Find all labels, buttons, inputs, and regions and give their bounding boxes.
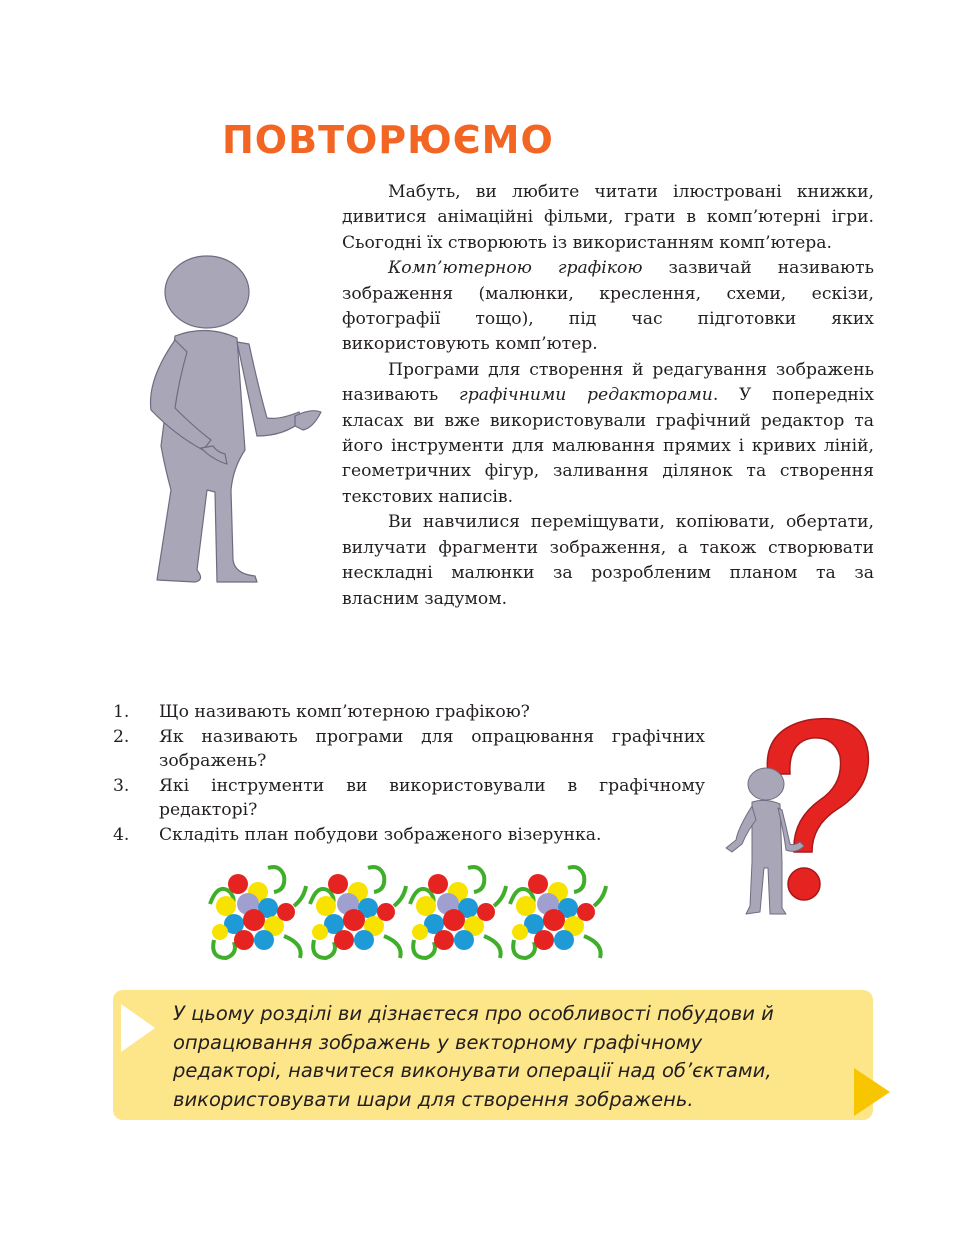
question-text: Як називають програми для опрацювання графічних зображень? — [159, 726, 705, 771]
questions-list — [113, 700, 705, 847]
term-computer-graphics: Комп’ютерною графікою — [388, 258, 643, 279]
arrow-right-icon — [854, 1068, 890, 1116]
term-graphic-editors: графічними редакторами — [459, 385, 713, 406]
question-mark-figure-illustration — [716, 712, 876, 920]
intro-paragraph-2-rest: зазвичай називають зображення (малюнки, креслення, схеми, ескізи, фотографії тощо), під час підготовки яких використовують комп’ютер. — [342, 258, 874, 355]
intro-paragraph-4: Ви навчилися переміщувати, копіювати, обертати, вилучати фрагменти зображення, а також створювати нескладні малюнки за розробленим планом та за власним задумом. — [342, 512, 874, 609]
page-title: ПОВТОРЮЄМО — [222, 118, 554, 162]
flower-ornament-pattern — [208, 862, 608, 964]
question-text: Що називають комп’ютерною графікою? — [159, 702, 530, 722]
section-info-text: У цьому розділі ви дізнаєтеся про особливості побудови й опрацювання зображень у векторному графічному редакторі, навчитеся виконувати операції над об’єктами, використовувати шари для створення зображень. — [173, 1002, 774, 1111]
arrow-right-icon — [121, 1004, 155, 1052]
question-item — [113, 725, 705, 774]
question-item — [113, 774, 705, 823]
person-figure-illustration — [135, 240, 335, 585]
intro-text — [342, 180, 874, 612]
question-number: 2. — [113, 726, 130, 747]
intro-paragraph-3 — [342, 358, 874, 510]
intro-paragraph-3-start: Програми для створення й редагування зображень називають — [342, 359, 874, 406]
question-text: Складіть план побудови зображеного візерунка. — [159, 824, 602, 845]
question-number: 1. — [113, 702, 130, 722]
question-item — [113, 700, 705, 725]
question-number: 4. — [113, 824, 130, 845]
intro-paragraph-1: Мабуть, ви любите читати ілюстровані книжки, дивитися анімаційні фільми, грати в комп’ютерні ігри. Сьогодні їх створюють із використанням комп’ютера. — [342, 182, 874, 253]
question-item — [113, 823, 705, 848]
question-text: Які інструменти ви використовували в графічному редакторі? — [159, 775, 705, 820]
question-number: 3. — [113, 775, 130, 796]
intro-paragraph-2 — [342, 256, 874, 358]
intro-paragraph-3-rest: . У попередніх класах ви вже використовували графічний редактор та його інструменти для малювання прямих і кривих ліній, геометричних фігур, заливання ділянок та створення текстових написів. — [342, 385, 874, 507]
